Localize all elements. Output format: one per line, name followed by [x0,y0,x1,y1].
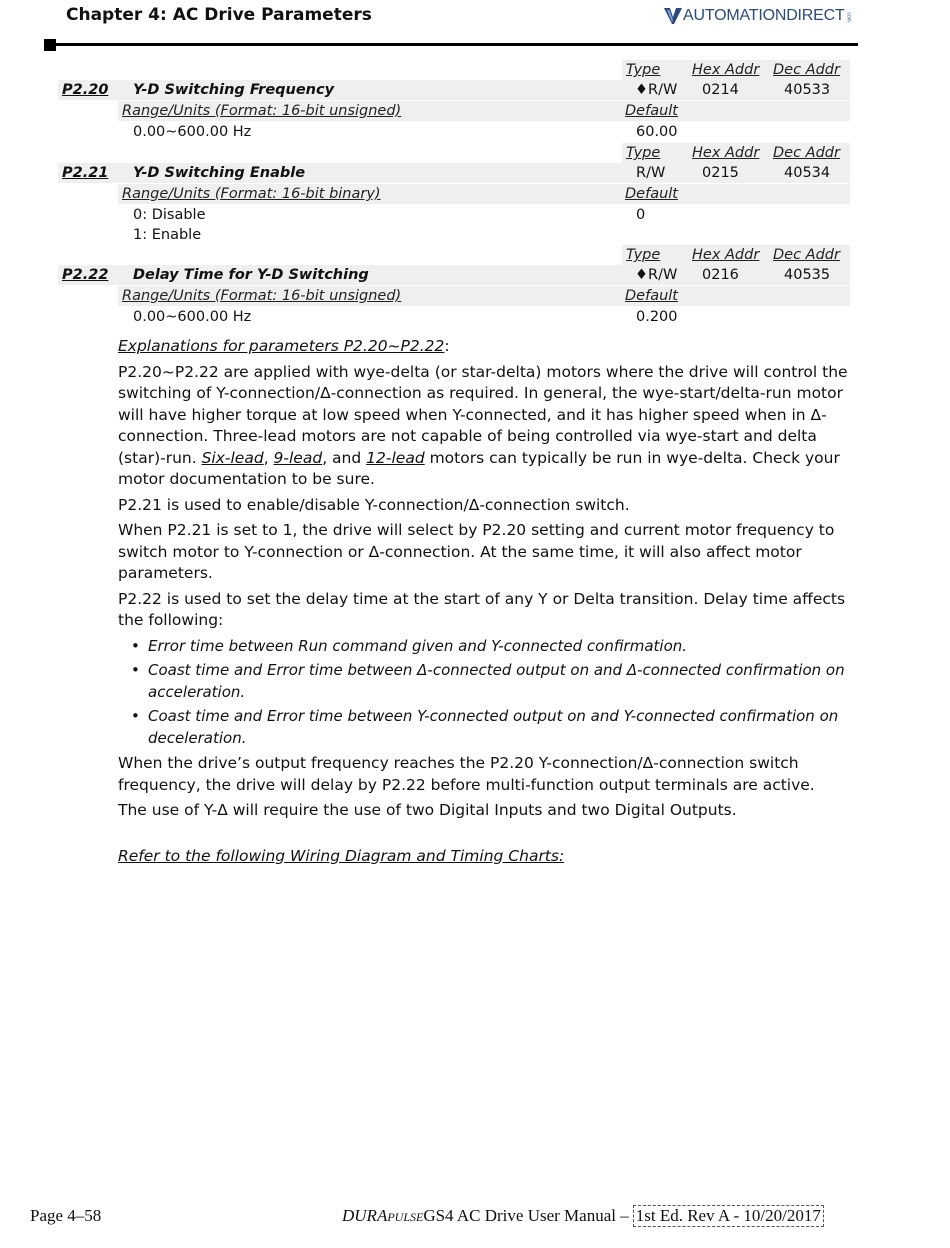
column-label-row [622,143,850,163]
explanation-paragraph-6: The use of Y-Δ will require the use of two Digital Inputs and two Digital Outputs. [118,801,737,819]
range-row-p2-22 [118,286,850,306]
value-row-p2-21-b [118,225,850,245]
param-type: ♦R/W [635,267,678,283]
column-label-row [622,60,850,80]
hex-addr-label: Hex Addr [692,247,760,263]
logo-sup: .com [845,10,852,22]
explanation-paragraph-4: P2.22 is used to set the delay time at the start of any Y or Delta transition. Delay time affects the following: [118,589,846,629]
automationdirect-logo [664,5,852,27]
logo-v-icon [664,7,682,25]
default-label: Default [625,186,678,202]
range-value: 0: Disable [133,207,206,223]
type-label: Type [626,247,661,263]
twelve-lead-term: 12-lead [366,448,425,467]
default-label: Default [625,288,678,304]
delay-effects-list [118,636,863,750]
value-row-p2-22 [118,307,850,327]
range-row-p2-21 [118,184,850,204]
list-item: • Coast time and Error time between Y-connected output on and Y-connected confirmation on deceleration. [131,707,839,747]
range-row-p2-20 [118,101,850,121]
param-hex-addr: 0214 [702,82,739,98]
param-type: ♦R/W [635,82,678,98]
range-value: 1: Enable [133,227,202,243]
param-dec-addr: 40534 [784,165,831,181]
explanation-paragraph-1: P2.20~P2.22 are applied with wye-delta (or star-delta) motors where the drive will control the switching of Y-connection/Δ-connection as required. In general, the wye-start/delta-run motor will have higher torque at low speed when Y-connected, and it has higher speed when in Δ-connection. Three-lead motors are not capable of being controlled via wye-start and delta (star)-run. Six-lead, 9-lead, and 12-lead motors can typically be run in wye-delta. Check your motor documentation to be sure. [118,362,848,488]
dec-addr-label: Dec Addr [773,145,840,161]
hex-addr-label: Hex Addr [692,145,760,161]
value-row-p2-20 [118,122,850,142]
default-label: Default [625,103,678,119]
param-name: Y-D Switching Frequency [133,82,335,98]
nine-lead-term: 9-lead [273,448,323,467]
range-value: 0.00~600.00 Hz [133,124,252,140]
column-label-row [622,245,850,265]
param-dec-addr: 40535 [784,267,831,283]
list-item: • Error time between Run command given and Y-connected confirmation. [131,636,688,655]
chapter-title: Chapter 4: AC Drive Parameters [66,5,372,25]
explanation-paragraph-3: When P2.21 is set to 1, the drive will select by P2.20 setting and current motor frequency to switch motor to Y-connection or Δ-connection. At the same time, it will also affect motor parameters. [118,521,835,582]
param-hex-addr: 0216 [702,267,739,283]
refer-note: Refer to the following Wiring Diagram and Timing Charts: [118,846,565,865]
param-row-p2-20 [58,80,850,100]
param-number: P2.22 [62,267,109,283]
dec-addr-label: Dec Addr [773,62,840,78]
param-dec-addr: 40533 [784,82,831,98]
param-row-p2-21 [58,163,850,183]
range-units-label: Range/Units (Format: 16-bit unsigned) [122,103,402,119]
dec-addr-label: Dec Addr [773,247,840,263]
brand-dura: DURA [342,1206,388,1225]
manual-name: GS4 AC Drive User Manual – [423,1206,629,1225]
brand-pulse: pulse [387,1206,424,1225]
list-item: • Coast time and Error time between Δ-connected output on and Δ-connected confirmation on acceleration. [131,661,845,701]
logo-text: AUTOMATIONDIRECT [683,7,845,24]
range-value: 0.00~600.00 Hz [133,309,252,325]
param-name: Delay Time for Y-D Switching [133,267,369,283]
type-label: Type [626,145,661,161]
param-hex-addr: 0215 [702,165,739,181]
param-number: P2.21 [62,165,109,181]
page-number: Page 4–58 [30,1206,102,1225]
explanations-section [118,336,863,871]
hex-addr-label: Hex Addr [692,62,760,78]
explanations-heading: Explanations for parameters P2.20~P2.22: [118,337,450,355]
explanation-paragraph-5: When the drive’s output frequency reaches the P2.20 Y-connection/Δ-connection switch frequency, the drive will delay by P2.22 before multi-function output terminals are active. [118,754,815,794]
default-value: 60.00 [636,124,678,140]
param-type: R/W [636,165,666,181]
edition-label: 1st Ed. Rev A - 10/20/2017 [633,1205,824,1227]
param-name: Y-D Switching Enable [133,165,306,181]
header-rule [44,43,858,46]
param-number: P2.20 [62,82,109,98]
six-lead-term: Six-lead [201,448,264,467]
footer-manual-title [342,1205,824,1227]
default-value: 0 [636,207,646,223]
explanation-paragraph-2: P2.21 is used to enable/disable Y-connection/Δ-connection switch. [118,495,630,514]
param-row-p2-22 [58,265,850,285]
type-label: Type [626,62,661,78]
default-value: 0.200 [636,309,678,325]
value-row-p2-21 [118,205,850,225]
range-units-label: Range/Units (Format: 16-bit unsigned) [122,288,402,304]
range-units-label: Range/Units (Format: 16-bit binary) [122,186,381,202]
